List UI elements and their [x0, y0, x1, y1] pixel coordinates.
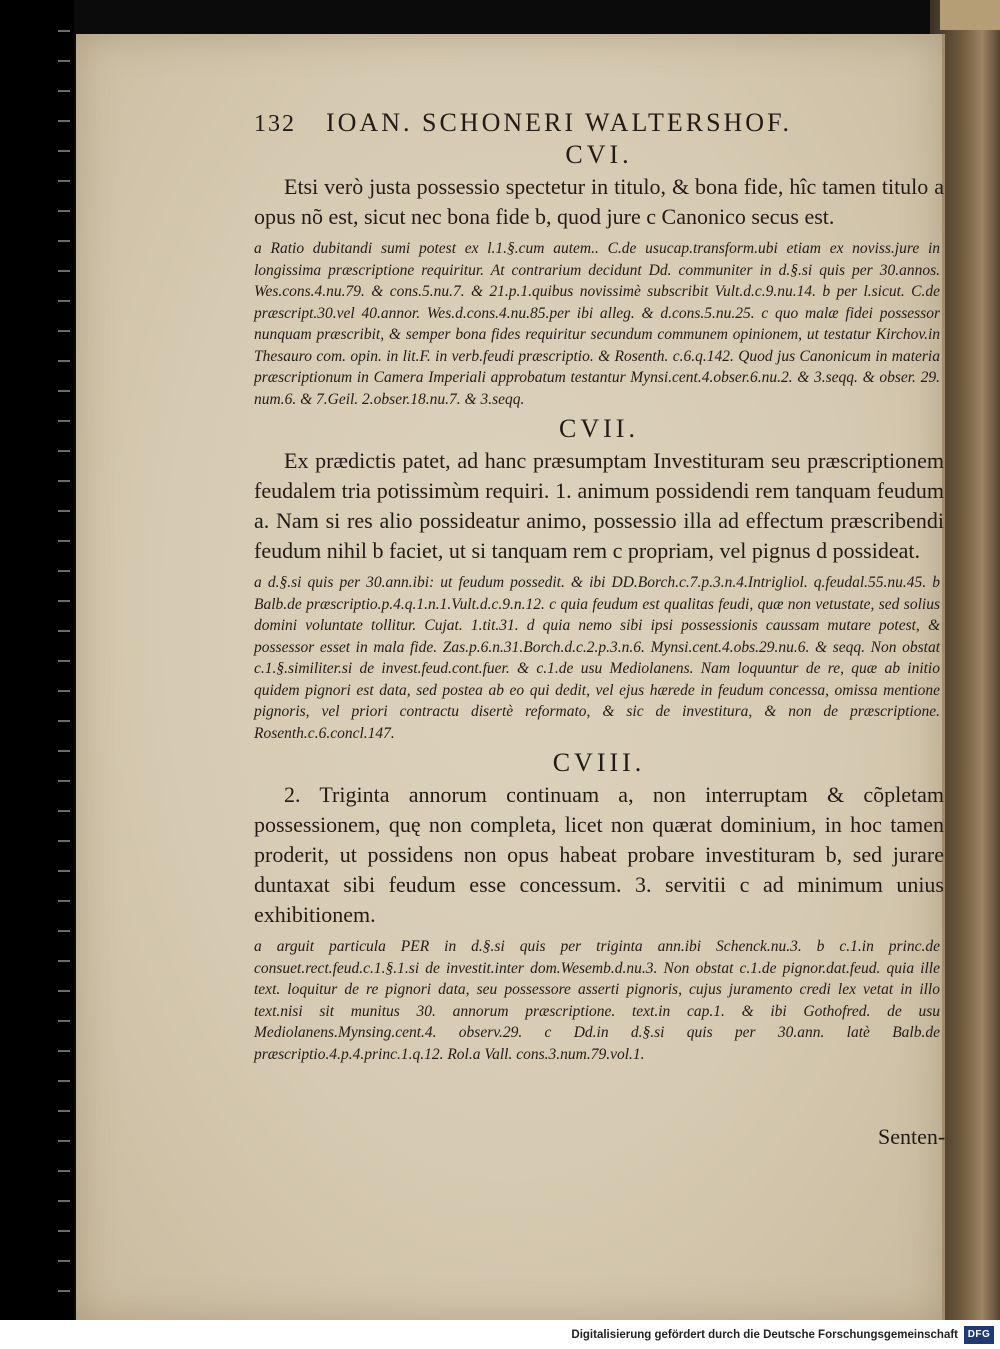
scan-ruler [0, 0, 74, 1349]
dfg-logo: DFG [964, 1326, 994, 1344]
book-edge-top [940, 0, 1000, 30]
page-number: 132 [254, 111, 296, 137]
section-notes: a Ratio dubitandi sumi potest ex l.1.§.cum autem.. C.de usucap.transform.ubi etiam ex noviss.jure in longissima præscriptione requiritur. At contrarium decidunt Dd. communiter in d.§.si quis per 30.annos. Wes.cons.4.nu.79. & cons.5.nu.7. & 21.p.1.quibus novissimè subscribit Vult.d.c.9.nu.14. b per l.sicut. C.de præscript.30.vel 40.annor. Wes.d.cons.4.nu.85.per ibi alleg. & d.cons.5.nu.25. c quo malæ fidei possessor nunquam præscribit, & semper bona fides requiritur secundum communem opinionem, ut testatur Kirchov.in Thesauro com. opin. in lit.F. in verb.feudi præscriptio. & Rosenth. c.6.q.142. Quod jus Canonicum in materia præscriptionum in Camera Imperiali approbatum testantur Mynsi.cent.4.obser.6.nu.2. & 3.seqq. & obser. 29. num.6. & 7.Geil. 2.obser.18.nu.7. & 3.seqq. [254, 240, 940, 408]
section-text: 2. Triginta annorum continuam a, non interruptam & cõpletam possessionem, quę non completa, licet non quærat dominium, in hoc tamen proderit, ut possidens non opus habeat probare investituram b, sed jurare duntaxat sibi feudum esse concessum. 3. servitii c ad minimum unius exhibitionem. [254, 782, 944, 927]
section-heading: CVIII. [552, 748, 646, 777]
section-heading: CVI. [565, 140, 633, 169]
section-text: Etsi verò justa possessio spectetur in titulo, & bona fide, hîc tamen titulo a opus nõ est, sicut nec bona fide b, quod jure c Canonico secus est. [254, 174, 944, 229]
section-cvii [254, 414, 944, 744]
section-text: Ex prædictis patet, ad hanc præsumptam Investituram seu præscriptionem feudalem tria potissimùm requiri. 1. animum possidendi rem tanquam feudum a. Nam si res alio possideatur animo, possessio illa ad effectum præscribendi feudum nihil b faciet, ut si tanquam rem c propriam, vel pignus d possideat. [254, 448, 944, 563]
page-text [254, 108, 944, 1069]
section-cvi [254, 140, 944, 410]
section-heading: CVII. [559, 414, 639, 443]
footer-bar [0, 1320, 1000, 1349]
footer-credit: Digitalisierung gefördert durch die Deutsche Forschungsgemeinschaft [571, 1328, 958, 1341]
section-notes: a d.§.si quis per 30.ann.ibi: ut feudum possedit. & ibi DD.Borch.c.7.p.3.n.4.Intrigliol. q.feudal.55.nu.45. b Balb.de præscriptio.p.4.q.1.n.1.Vult.d.c.9.n.12. c quia feudum est qualitas feudi, quæ non vetustate, sed solius domini voluntate tollitur. Cujat. 1.tit.31. d quia nemo sibi ipsi possessionis caussam mutare potest, & possessor esset in mala fide. Zas.p.6.n.31.Borch.d.c.2.p.3.n.6. Mynsi.cent.4.obs.29.nu.6. & seqq. Non obstat c.1.§.similiter.si de invest.feud.cont.fuer. & c.1.de usu Mediolanens. Nam loquuntur de re, quæ ab initio quidem pignori est data, sed postea ab eo qui dedit, vel ejus hærede in feudum concessa, omissa mentione pignoris, vel priori contractu disertè reformato, & sic de investitura, & non de præscriptione. Rosenth.c.6.concl.147. [254, 574, 940, 742]
running-title: IOAN. SCHONERI WALTERSHOF. [326, 108, 792, 137]
section-notes: a arguit particula PER in d.§.si quis per triginta ann.ibi Schenck.nu.3. b c.1.in princ.de consuet.rect.feud.c.1.§.1.si de investit.inter dom.Wesemb.d.nu.3. Non obstat c.1.de pignor.dat.feud. quia ille text. loquitur de re pignori data, seu possessore asserti pignoris, cujus juramento credi lex vetat in illo text.nisi sit munitus 30. annorum præscriptione. text.in cap.1. & ibi Gothofred. de usu Mediolanens.Mynsing.cent.4. observ.29. c Dd.in d.§.si quis per 30.ann. latè Balb.de præscriptio.4.p.4.princ.1.q.12. Rol.a Vall. cons.3.num.79.vol.1. [254, 938, 940, 1063]
section-cviii [254, 748, 944, 1065]
catchword: Senten- [878, 1124, 946, 1149]
